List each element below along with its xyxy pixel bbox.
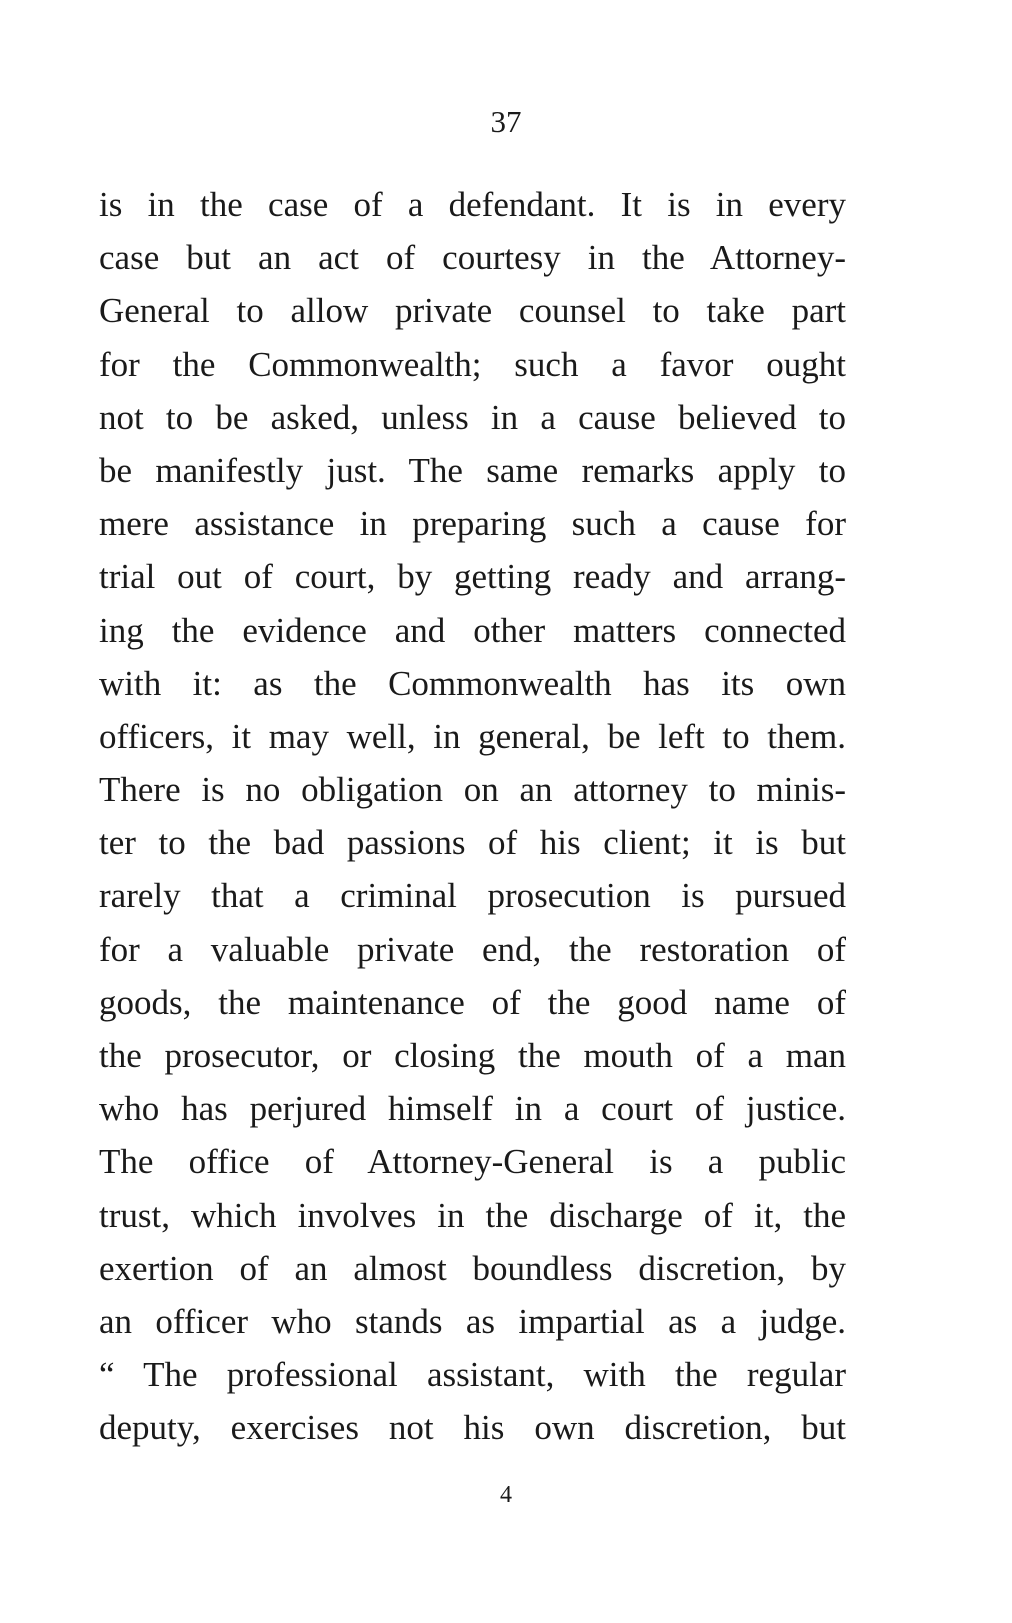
text-line: “ The professional assistant, with the regular [99,1355,846,1395]
text-line: an officer who stands as impartial as a judge. [99,1301,846,1341]
text-line: case but an act of courtesy in the Attorney- [99,238,846,278]
text-line: trust, which involves in the discharge of it, the [99,1195,846,1235]
text-line: ing the evidence and other matters connected [99,610,846,650]
text-line: for the Commonwealth; such a favor ought [99,344,846,384]
text-line: with it: as the Commonwealth has its own [99,663,846,703]
body-text [99,178,846,1455]
text-line: be manifestly just. The same remarks apply to [99,450,846,490]
text-line: not to be asked, unless in a cause believed to [99,397,846,437]
text-line: rarely that a criminal prosecution is pursued [99,876,846,916]
text-line: The office of Attorney-General is a public [99,1142,846,1182]
text-line: who has perjured himself in a court of justice. [99,1089,846,1129]
text-line: ter to the bad passions of his client; it is but [99,823,846,863]
text-line: for a valuable private end, the restoration of [99,929,846,969]
signature-mark: 4 [500,1482,512,1508]
page-number: 37 [490,104,522,139]
text-line: the prosecutor, or closing the mouth of a man [99,1036,846,1075]
text-line: trial out of court, by getting ready and arrang- [99,557,846,597]
text-line: goods, the maintenance of the good name of [99,982,846,1022]
text-line: deputy, exercises not his own discretion, but [99,1408,846,1448]
text-line: officers, it may well, in general, be left to them. [99,716,846,756]
text-line: mere assistance in preparing such a cause for [99,504,846,544]
text-line: General to allow private counsel to take part [99,291,846,331]
text-line: is in the case of a defendant. It is in every [99,185,846,224]
text-line: exertion of an almost boundless discretion, by [99,1248,846,1288]
text-line: There is no obligation on an attorney to minis- [99,770,846,810]
